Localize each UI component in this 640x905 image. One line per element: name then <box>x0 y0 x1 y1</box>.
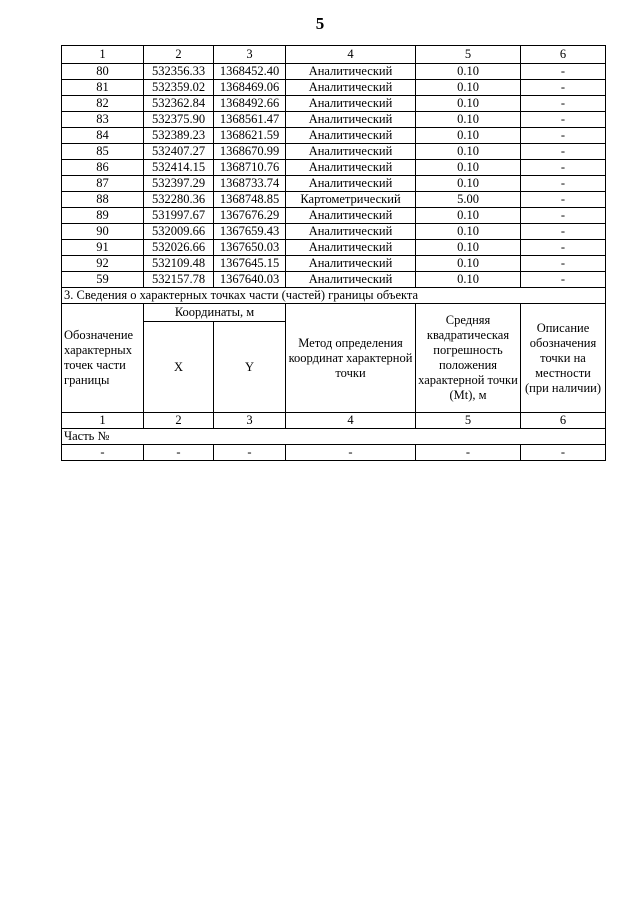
point-label-line: точек части <box>64 358 126 372</box>
x-coordinate-cell: 532026.66 <box>144 240 214 256</box>
error-cell: 0.10 <box>416 224 521 240</box>
table-row <box>62 240 606 256</box>
part-label-row <box>62 429 606 445</box>
error-cell: 0.10 <box>416 96 521 112</box>
error-cell: 0.10 <box>416 208 521 224</box>
point-number-cell: 85 <box>62 144 144 160</box>
col-index-cell: 3 <box>214 46 286 64</box>
table-row <box>62 64 606 80</box>
point-number-cell: 83 <box>62 112 144 128</box>
method-cell: Аналитический <box>286 64 416 80</box>
section-3-title: 3. Сведения о характерных точках части (частей) границы объекта <box>62 288 606 304</box>
method-header: Метод определения координат характерной точки <box>286 304 416 413</box>
description-cell: - <box>521 112 606 128</box>
point-number-cell: 80 <box>62 64 144 80</box>
point-label-line: характерных <box>64 343 132 357</box>
point-label-line: Обозначение <box>64 328 134 342</box>
point-number-cell: 87 <box>62 176 144 192</box>
boundary-points-table <box>61 45 606 461</box>
table-row <box>62 80 606 96</box>
error-cell: 0.10 <box>416 256 521 272</box>
method-cell: Аналитический <box>286 144 416 160</box>
empty-data-row <box>62 445 606 461</box>
empty-cell: - <box>286 445 416 461</box>
empty-cell: - <box>62 445 144 461</box>
col-index-cell: 6 <box>521 46 606 64</box>
point-number-cell: 90 <box>62 224 144 240</box>
description-cell: - <box>521 160 606 176</box>
col-index-cell: 4 <box>286 413 416 429</box>
x-coordinate-cell: 532157.78 <box>144 272 214 288</box>
x-coordinate-cell: 531997.67 <box>144 208 214 224</box>
col-index-cell: 3 <box>214 413 286 429</box>
error-cell: 0.10 <box>416 112 521 128</box>
table-row <box>62 192 606 208</box>
table-row <box>62 112 606 128</box>
x-coordinate-cell: 532109.48 <box>144 256 214 272</box>
description-cell: - <box>521 128 606 144</box>
col-index-cell: 1 <box>62 46 144 64</box>
section-3-index-row <box>62 413 606 429</box>
y-coordinate-cell: 1367676.29 <box>214 208 286 224</box>
description-cell: - <box>521 272 606 288</box>
point-number-cell: 59 <box>62 272 144 288</box>
table-row <box>62 208 606 224</box>
error-cell: 0.10 <box>416 160 521 176</box>
y-coordinate-cell: 1367645.15 <box>214 256 286 272</box>
x-coordinate-cell: 532362.84 <box>144 96 214 112</box>
empty-cell: - <box>416 445 521 461</box>
error-cell: 0.10 <box>416 144 521 160</box>
y-coordinate-cell: 1368733.74 <box>214 176 286 192</box>
description-cell: - <box>521 208 606 224</box>
table-row <box>62 128 606 144</box>
description-cell: - <box>521 96 606 112</box>
table-row <box>62 160 606 176</box>
y-header: Y <box>214 322 286 413</box>
y-coordinate-cell: 1367650.03 <box>214 240 286 256</box>
x-coordinate-cell: 532009.66 <box>144 224 214 240</box>
error-cell: 0.10 <box>416 128 521 144</box>
y-coordinate-cell: 1368670.99 <box>214 144 286 160</box>
y-coordinate-cell: 1368561.47 <box>214 112 286 128</box>
x-coordinate-cell: 532280.36 <box>144 192 214 208</box>
col-index-cell: 6 <box>521 413 606 429</box>
method-cell: Аналитический <box>286 256 416 272</box>
section-3-header-row-1 <box>62 304 606 322</box>
x-coordinate-cell: 532356.33 <box>144 64 214 80</box>
error-cell: 0.10 <box>416 176 521 192</box>
col-index-cell: 2 <box>144 46 214 64</box>
description-header: Описание обозначения точки на местности (при наличии) <box>521 304 606 413</box>
x-header: X <box>144 322 214 413</box>
description-cell: - <box>521 144 606 160</box>
method-cell: Аналитический <box>286 96 416 112</box>
method-cell: Аналитический <box>286 80 416 96</box>
table-row <box>62 256 606 272</box>
y-coordinate-cell: 1367659.43 <box>214 224 286 240</box>
table-row <box>62 176 606 192</box>
column-index-row <box>62 46 606 64</box>
error-cell: 0.10 <box>416 64 521 80</box>
table-row <box>62 224 606 240</box>
x-coordinate-cell: 532375.90 <box>144 112 214 128</box>
part-label: Часть № <box>62 429 606 445</box>
coordinates-header: Координаты, м <box>144 304 286 322</box>
col-index-cell: 4 <box>286 46 416 64</box>
point-designation-header <box>62 304 144 413</box>
error-header: Средняя квадратическая погрешность положения характерной точки (Mt), м <box>416 304 521 413</box>
point-number-cell: 91 <box>62 240 144 256</box>
point-number-cell: 82 <box>62 96 144 112</box>
method-cell: Аналитический <box>286 176 416 192</box>
method-cell: Аналитический <box>286 224 416 240</box>
table-row <box>62 144 606 160</box>
y-coordinate-cell: 1368452.40 <box>214 64 286 80</box>
y-coordinate-cell: 1368469.06 <box>214 80 286 96</box>
point-number-cell: 84 <box>62 128 144 144</box>
empty-cell: - <box>144 445 214 461</box>
point-number-cell: 81 <box>62 80 144 96</box>
y-coordinate-cell: 1368748.85 <box>214 192 286 208</box>
description-cell: - <box>521 224 606 240</box>
y-coordinate-cell: 1368621.59 <box>214 128 286 144</box>
method-cell: Аналитический <box>286 240 416 256</box>
empty-cell: - <box>521 445 606 461</box>
error-cell: 0.10 <box>416 80 521 96</box>
description-cell: - <box>521 176 606 192</box>
method-cell: Аналитический <box>286 112 416 128</box>
x-coordinate-cell: 532359.02 <box>144 80 214 96</box>
empty-cell: - <box>214 445 286 461</box>
point-label-line: границы <box>64 373 110 387</box>
error-cell: 0.10 <box>416 272 521 288</box>
y-coordinate-cell: 1368492.66 <box>214 96 286 112</box>
method-cell: Аналитический <box>286 128 416 144</box>
x-coordinate-cell: 532407.27 <box>144 144 214 160</box>
x-coordinate-cell: 532397.29 <box>144 176 214 192</box>
method-cell: Аналитический <box>286 272 416 288</box>
x-coordinate-cell: 532414.15 <box>144 160 214 176</box>
section-3-title-row <box>62 288 606 304</box>
x-coordinate-cell: 532389.23 <box>144 128 214 144</box>
page-number: 5 <box>315 14 325 33</box>
y-coordinate-cell: 1367640.03 <box>214 272 286 288</box>
point-number-cell: 86 <box>62 160 144 176</box>
method-cell: Аналитический <box>286 160 416 176</box>
description-cell: - <box>521 192 606 208</box>
col-index-cell: 5 <box>416 413 521 429</box>
method-cell: Картометрический <box>286 192 416 208</box>
col-index-cell: 5 <box>416 46 521 64</box>
error-cell: 0.10 <box>416 240 521 256</box>
description-cell: - <box>521 240 606 256</box>
point-number-cell: 88 <box>62 192 144 208</box>
description-cell: - <box>521 256 606 272</box>
y-coordinate-cell: 1368710.76 <box>214 160 286 176</box>
point-number-cell: 92 <box>62 256 144 272</box>
col-index-cell: 1 <box>62 413 144 429</box>
table-row <box>62 272 606 288</box>
point-number-cell: 89 <box>62 208 144 224</box>
error-cell: 5.00 <box>416 192 521 208</box>
table-row <box>62 96 606 112</box>
description-cell: - <box>521 80 606 96</box>
col-index-cell: 2 <box>144 413 214 429</box>
description-cell: - <box>521 64 606 80</box>
method-cell: Аналитический <box>286 208 416 224</box>
